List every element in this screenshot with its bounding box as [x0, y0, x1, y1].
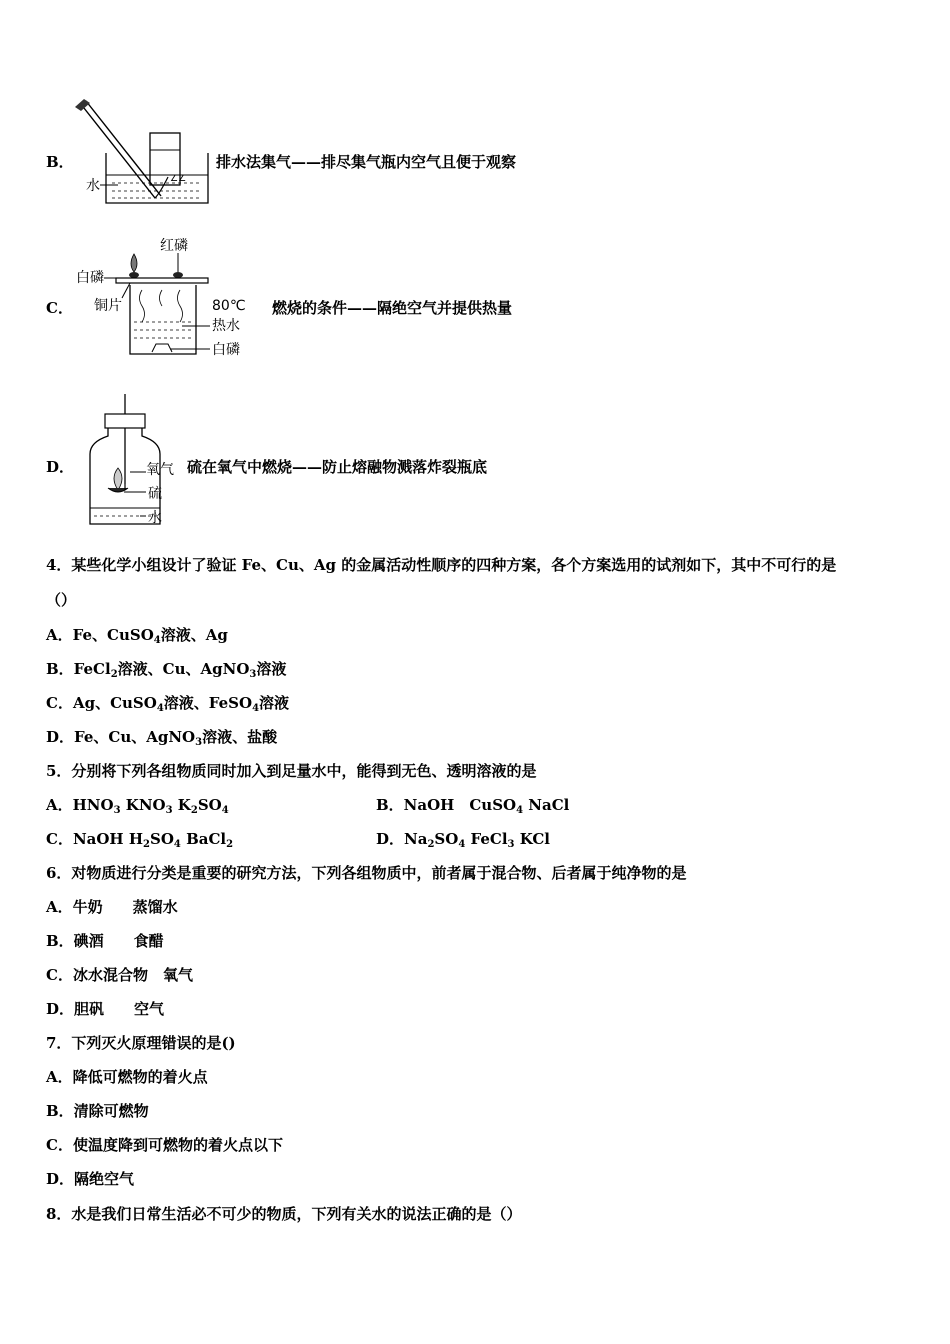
water-label: 水 — [86, 178, 100, 194]
combustion-conditions-figure — [72, 230, 272, 360]
q7-option-d: D．隔绝空气 — [46, 1170, 135, 1188]
q3-option-b-text: 排水法集气——排尽集气瓶内空气且便于观察 — [216, 153, 517, 171]
q7-option-a: A．降低可燃物的着火点 — [46, 1068, 208, 1086]
q3-option-d-text: 硫在氧气中燃烧——防止熔融物溅落炸裂瓶底 — [187, 458, 488, 476]
q6-option-a: A．牛奶 蒸馏水 — [46, 898, 178, 916]
q4-stem: 4．某些化学小组设计了验证 Fe、Cu、Ag 的金属活动性顺序的四种方案，各个方案选用的试剂如下，其中不可行的是 — [46, 556, 837, 574]
temperature-label: 80℃ — [212, 298, 246, 314]
q7-option-b: B．清除可燃物 — [46, 1102, 149, 1120]
oxygen-label: 氧气 — [146, 462, 174, 478]
hot-water-label: 热水 — [212, 318, 240, 334]
q6-option-d: D．胆矾 空气 — [46, 1000, 165, 1018]
q4-option-a: A．Fe、CuSO$_4$溶液、Ag — [46, 626, 228, 646]
sulfur-combustion-figure — [80, 392, 190, 530]
q8-stem: 8．水是我们日常生活必不可少的物质，下列有关水的说法正确的是（） — [46, 1205, 522, 1223]
q5-option-a: A．$HNO_3$ $KNO_3$ $K_2SO_4$ — [46, 796, 229, 816]
q3-option-d-letter: D． — [46, 458, 75, 476]
water-displacement-figure — [72, 95, 212, 210]
q3-option-c-text: 燃烧的条件——隔绝空气并提供热量 — [272, 299, 513, 317]
q4-option-d: D．Fe、Cu、AgNO$_3$溶液、盐酸 — [46, 728, 278, 748]
q7-option-c: C．使温度降到可燃物的着火点以下 — [46, 1136, 283, 1154]
q5-option-c: C．NaOH $H_2SO_4$ BaCl$_2$ — [46, 830, 234, 850]
q4-stem-answer-bracket: （） — [46, 591, 77, 609]
q5-option-d: D．$Na_2SO_4$ FeCl$_3$ KCl — [376, 830, 550, 850]
red-phosphorus-label: 红磷 — [160, 238, 188, 254]
white-phosphorus-bottom-label: 白磷 — [212, 342, 240, 358]
q3-option-b-letter: B． — [46, 153, 74, 171]
svg-text:∠∠: ∠∠ — [170, 174, 187, 184]
q6-option-b: B．碘酒 食醋 — [46, 932, 164, 950]
q4-option-b: B．FeCl$_2$溶液、Cu、AgNO$_3$溶液 — [46, 660, 287, 680]
q6-stem: 6．对物质进行分类是重要的研究方法，下列各组物质中，前者属于混合物、后者属于纯净物的是 — [46, 864, 687, 882]
q7-stem: 7．下列灭火原理错误的是() — [46, 1034, 236, 1052]
water-label-d: 水 — [148, 510, 162, 526]
q6-option-c: C．冰水混合物 氧气 — [46, 966, 193, 984]
q3-option-c-letter: C． — [46, 299, 73, 317]
q5-option-b: B．NaOH CuSO$_4$ NaCl — [376, 796, 570, 816]
q4-option-c: C．Ag、CuSO$_4$溶液、FeSO$_4$溶液 — [46, 694, 290, 714]
sulfur-label: 硫 — [148, 486, 162, 502]
q5-stem: 5．分别将下列各组物质同时加入到足量水中，能得到无色、透明溶液的是 — [46, 762, 537, 780]
copper-plate-label: 铜片 — [94, 298, 122, 314]
white-phosphorus-top-label: 白磷 — [76, 270, 104, 286]
